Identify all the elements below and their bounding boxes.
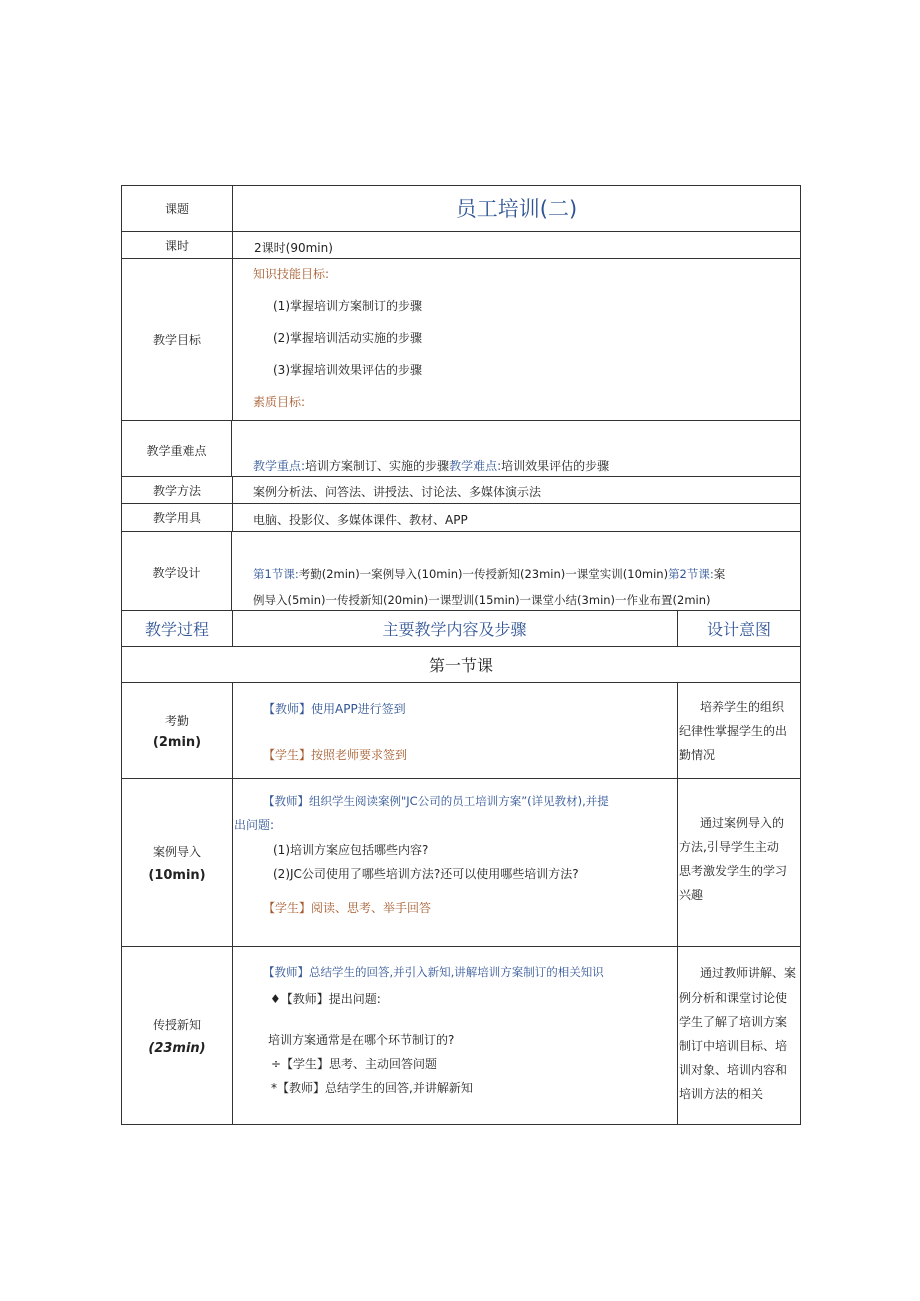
step-line: 【教师】组织学生阅读案例"JC公司的员工培训方案”(详见教材),并提 [263, 794, 609, 808]
design-p2-text-a: 案 [713, 567, 726, 581]
step-line: 【学生】阅读、思考、举手回答 [263, 901, 432, 915]
hours-label: 课时 [122, 232, 233, 258]
step-intent [677, 683, 800, 778]
goals-label: 教学目标 [122, 259, 233, 420]
step-line: 【学生】按照老师要求签到 [263, 748, 408, 762]
goal-item: (3)掌握培训效果评估的步骤 [273, 363, 422, 377]
step-time: (23min) [148, 1040, 206, 1056]
intent-line: 训对象、培训内容和 [679, 1063, 788, 1077]
step-label: 传授新知 [152, 1017, 201, 1032]
key-prefix: 教学重点: [253, 459, 306, 473]
step-content [233, 947, 676, 1124]
goal-item: (1)掌握培训方案制订的步骤 [273, 299, 422, 313]
topic-row [121, 185, 801, 231]
tools-value: 电脑、投影仪、多媒体课件、教材、APP [253, 513, 468, 527]
quality-heading: 素质目标: [253, 395, 306, 409]
step-line: 【教师】使用APP进行签到 [263, 702, 406, 716]
intent-line: 通过案例导入的 [700, 816, 785, 830]
step-line: (2)JC公司使用了哪些培训方法?还可以使用哪些培训方法? [273, 867, 579, 881]
step-row-case-intro [121, 778, 801, 946]
keypoints-row [121, 420, 801, 476]
intent-line: 培养学生的组织 [700, 700, 785, 714]
step-intent [677, 947, 800, 1124]
step-label-cell [122, 683, 233, 778]
intent-line: 制订中培训目标、培 [679, 1039, 788, 1053]
design-p1-text: 考勤(2min)一案例导入(10min)一传授新知(23min)一课堂实训(10min) [298, 567, 669, 581]
method-cell [233, 477, 800, 503]
topic-value: 员工培训(二) [455, 197, 578, 221]
goals-row [121, 258, 801, 420]
intent-line: 培训方法的相关 [679, 1087, 764, 1101]
step-time: (2min) [152, 734, 202, 750]
intent-line: 例分析和课堂讨论使 [679, 991, 788, 1005]
design-p1-prefix: 第1节课: [253, 567, 299, 581]
tools-row [121, 503, 801, 531]
process-col2-header: 主要教学内容及步骤 [382, 620, 527, 639]
step-time: (10min) [148, 867, 206, 883]
intent-line: 通过教师讲解、案 [700, 966, 797, 980]
step-label: 案例导入 [152, 844, 201, 859]
step-intent [677, 779, 800, 946]
intent-line: 思考激发学生的学习 [679, 864, 788, 878]
step-line: (1)培训方案应包括哪些内容? [273, 843, 429, 857]
step-label: 考勤 [164, 713, 189, 728]
intent-line: 学生了解了培训方案 [679, 1015, 788, 1029]
step-label-cell [122, 779, 233, 946]
difficulty-text: 培训效果评估的步骤 [501, 459, 610, 473]
method-row [121, 476, 801, 503]
keypoints-cell [233, 421, 800, 476]
topic-label: 课题 [122, 186, 233, 231]
tools-label: 教学用具 [122, 504, 233, 531]
key-text: 培训方案制订、实施的步骤 [305, 459, 450, 473]
step-content [233, 779, 676, 946]
process-col1-header: 教学过程 [122, 611, 233, 646]
step-line: ♦【教师】提出问题: [270, 992, 381, 1006]
section-title-row [121, 646, 801, 682]
design-p2-text-b: 例导入(5min)一传授新知(20min)一课型训(15min)一课堂小结(3min)一作业布置(2min) [253, 593, 711, 607]
intent-line: 方法,引导学生主动 [679, 840, 779, 854]
section-title: 第一节课 [428, 656, 493, 675]
step-line: 【教师】总结学生的回答,并引入新知,讲解培训方案制订的相关知识 [263, 965, 604, 979]
tools-cell [233, 504, 800, 531]
goals-heading: 知识技能目标: [253, 267, 330, 281]
method-label: 教学方法 [122, 477, 233, 503]
design-p2-prefix: 第2节课: [668, 567, 714, 581]
hours-cell [233, 232, 800, 258]
step-line: *【教师】总结学生的回答,并讲解新知 [271, 1081, 473, 1095]
goal-item: (2)掌握培训活动实施的步骤 [273, 331, 422, 345]
keypoints-label: 教学重难点 [122, 421, 232, 476]
intent-line: 纪律性掌握学生的出 [679, 724, 788, 738]
design-row [121, 531, 801, 610]
goals-cell [233, 259, 800, 420]
intent-line: 勤情况 [679, 748, 716, 762]
process-col3-header: 设计意图 [677, 611, 800, 646]
step-row-attendance [121, 682, 801, 778]
method-value: 案例分析法、问答法、讲授法、讨论法、多媒体演示法 [253, 485, 542, 499]
step-label-cell [122, 947, 233, 1124]
step-line: 出问题: [234, 818, 275, 832]
intent-line: 兴趣 [679, 888, 704, 902]
step-line: 培训方案通常是在哪个环节制订的? [268, 1033, 455, 1047]
design-label: 教学设计 [122, 532, 232, 610]
hours-value: 2课时(90min) [254, 241, 333, 255]
design-cell [233, 532, 800, 610]
hours-row [121, 231, 801, 258]
step-content [233, 683, 676, 778]
difficulty-prefix: 教学难点: [449, 459, 502, 473]
process-header-row [121, 610, 801, 646]
step-line: ÷【学生】思考、主动回答问题 [271, 1057, 438, 1071]
step-row-new-knowledge [121, 946, 801, 1125]
